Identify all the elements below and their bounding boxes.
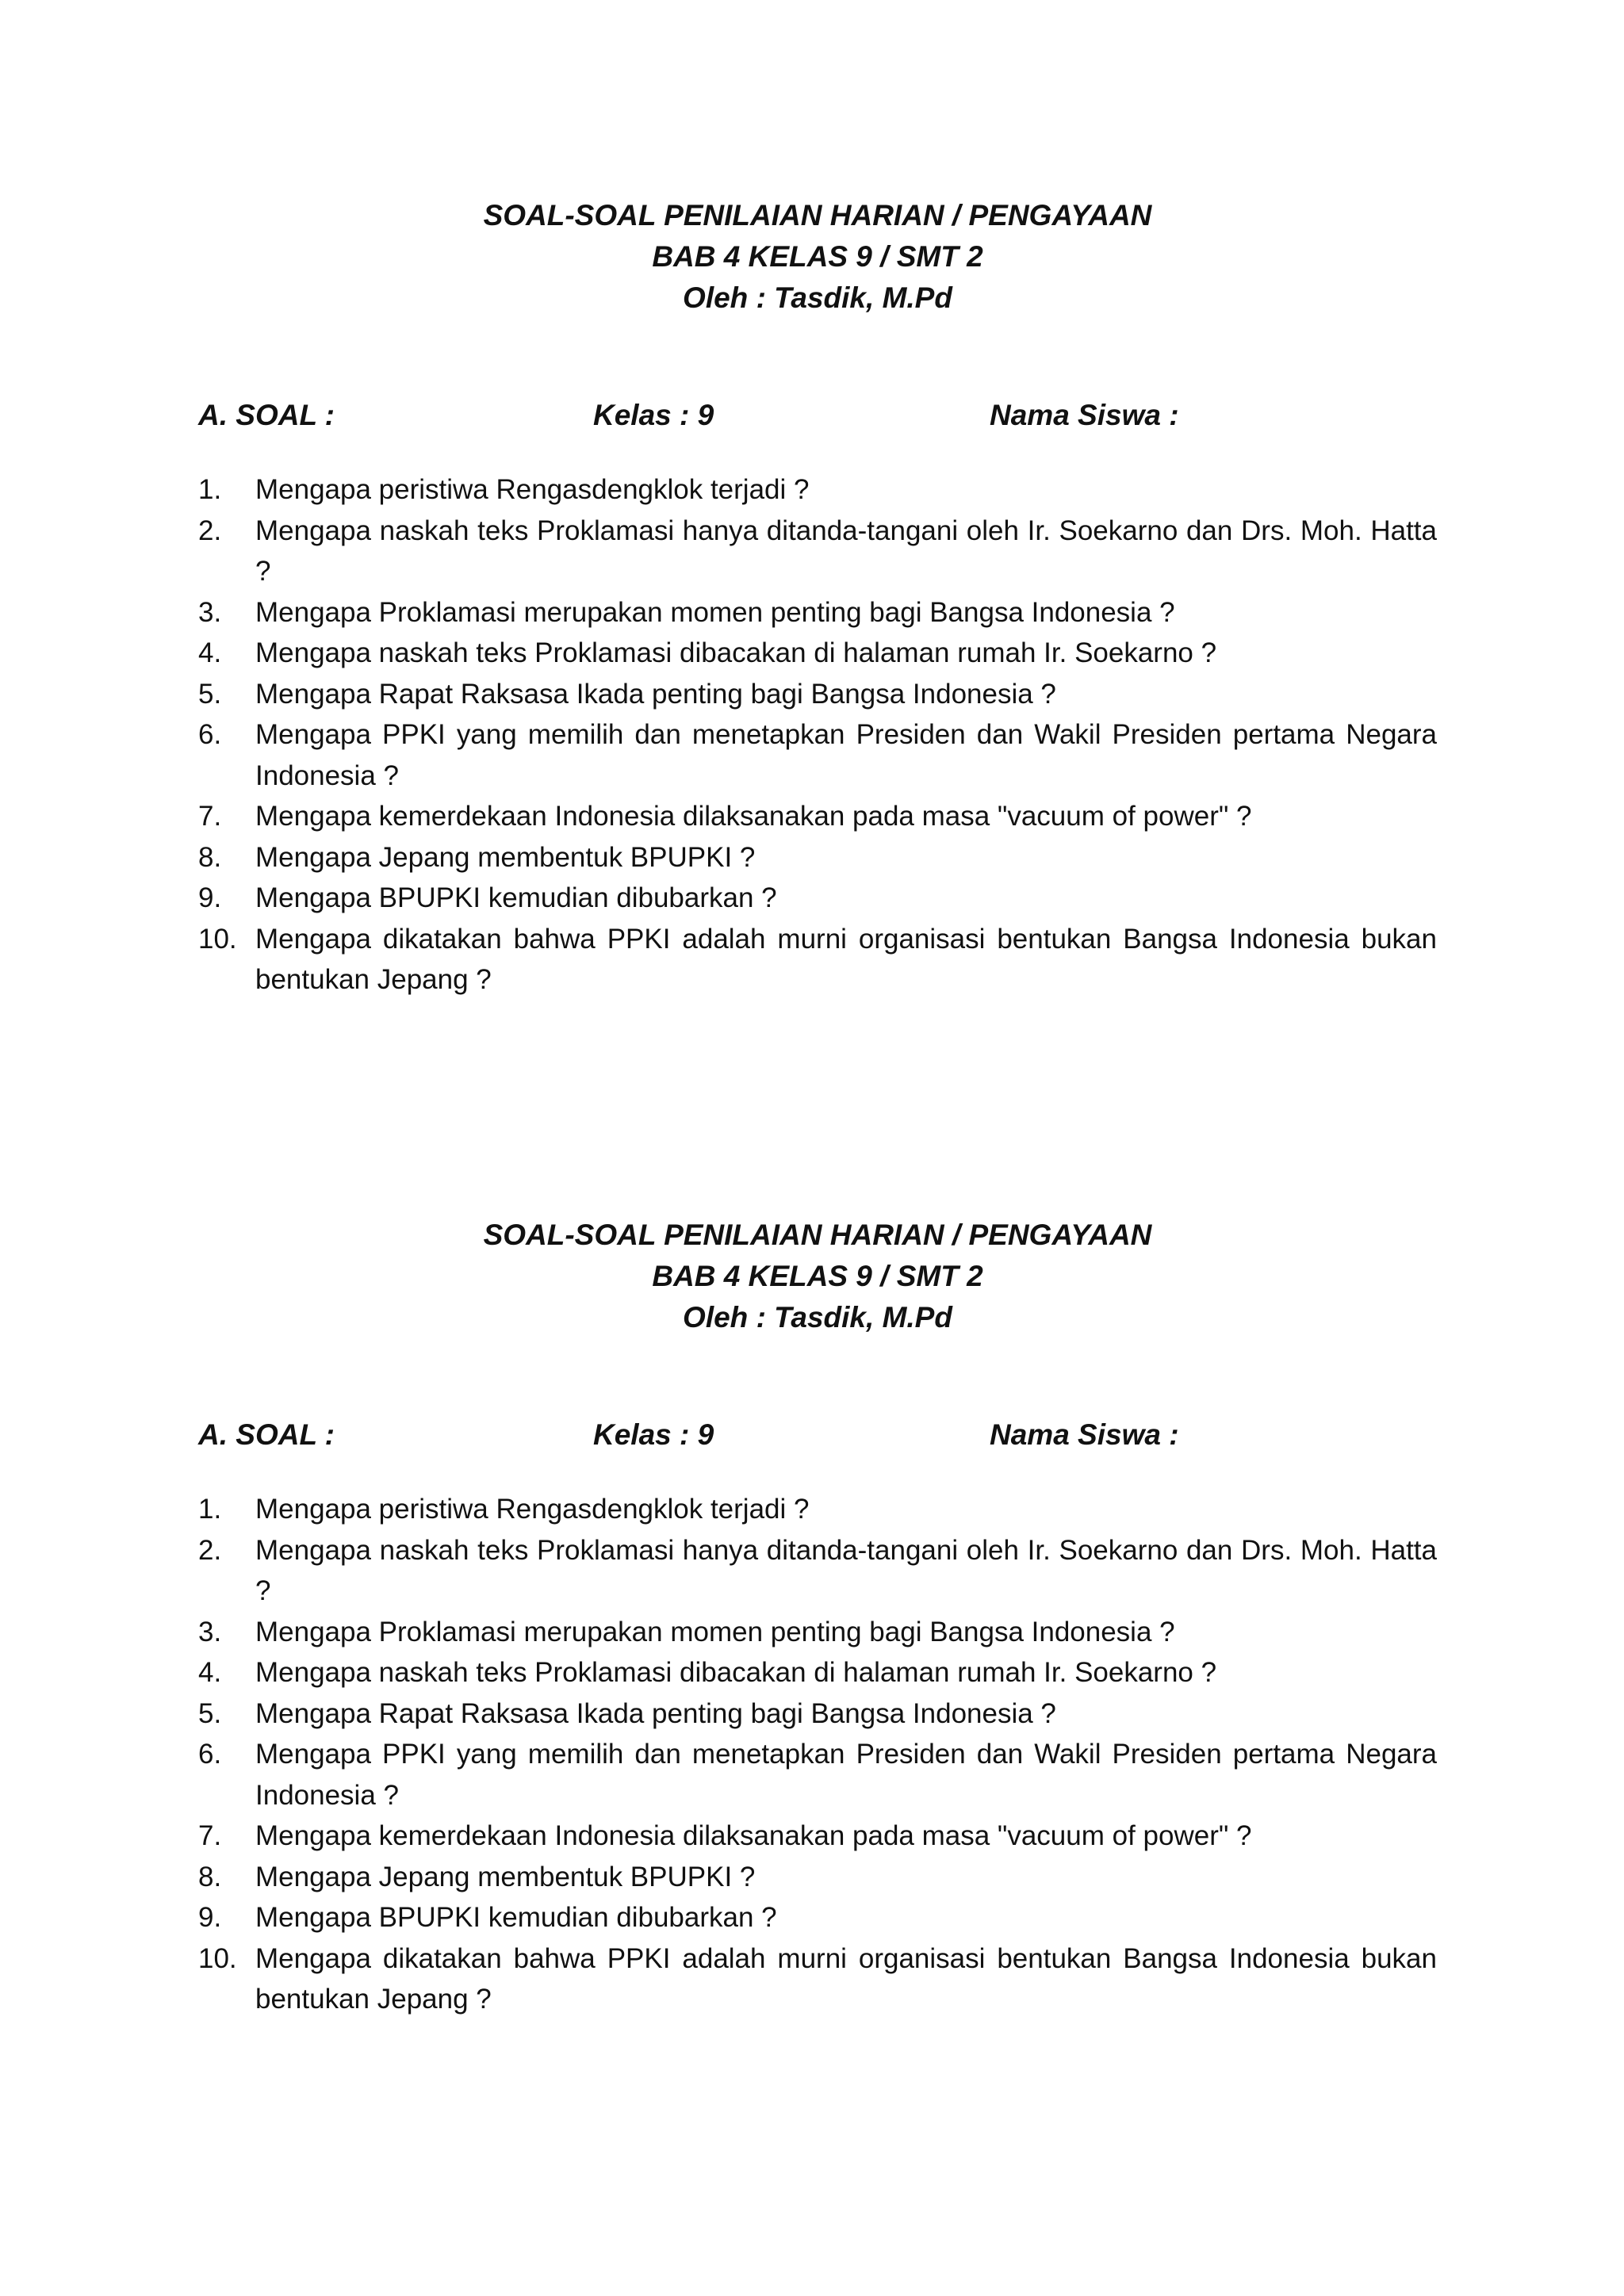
class-label: Kelas : 9	[593, 399, 714, 431]
section-label: A. SOAL :	[198, 399, 335, 431]
question-text: Mengapa dikatakan bahwa PPKI adalah murni organisasi bentukan Bangsa Indonesia bukan bentukan Jepang ?	[255, 1942, 1437, 2015]
question-item	[198, 674, 1437, 715]
author-line: Oleh : Tasdik, M.Pd	[683, 281, 952, 314]
question-item	[198, 1816, 1437, 1857]
question-number: 1.	[198, 1494, 222, 1525]
section-label: A. SOAL :	[198, 1418, 335, 1451]
question-item	[198, 1857, 1437, 1898]
question-text: Mengapa Rapat Raksasa Ikada penting bagi Bangsa Indonesia ?	[255, 678, 1056, 710]
class-label: Kelas : 9	[593, 1418, 714, 1451]
question-number: 5.	[198, 1697, 222, 1729]
question-number: 7.	[198, 1820, 222, 1851]
question-item	[198, 878, 1437, 919]
question-item	[198, 1652, 1437, 1693]
student-name-label: Nama Siswa :	[990, 1418, 1179, 1451]
question-item	[198, 1897, 1437, 1938]
question-text: Mengapa kemerdekaan Indonesia dilaksanakan pada masa "vacuum of power" ?	[255, 1820, 1252, 1851]
question-number: 10.	[198, 923, 237, 955]
question-text: Mengapa PPKI yang memilih dan menetapkan Presiden dan Wakil Presiden pertama Negara Indonesia ?	[255, 719, 1437, 791]
question-number: 4.	[198, 637, 222, 668]
question-number: 9.	[198, 1902, 222, 1933]
worksheet-section-1	[198, 195, 1437, 1001]
question-number: 2.	[198, 1534, 222, 1566]
question-text: Mengapa naskah teks Proklamasi dibacakan di halaman rumah Ir. Soekarno ?	[255, 637, 1217, 668]
title-line-2: BAB 4 KELAS 9 / SMT 2	[652, 240, 983, 273]
worksheet-meta-row	[198, 1414, 1437, 1456]
question-item	[198, 837, 1437, 878]
question-number: 3.	[198, 596, 222, 628]
question-number: 6.	[198, 719, 222, 750]
title-line-1: SOAL-SOAL PENILAIAN HARIAN / PENGAYAAN	[483, 199, 1152, 232]
question-list	[198, 1489, 1437, 2020]
question-item	[198, 919, 1437, 1001]
title-line-2: BAB 4 KELAS 9 / SMT 2	[652, 1260, 983, 1292]
question-item	[198, 1530, 1437, 1612]
question-number: 7.	[198, 801, 222, 832]
question-item	[198, 1938, 1437, 2020]
question-text: Mengapa kemerdekaan Indonesia dilaksanakan pada masa "vacuum of power" ?	[255, 801, 1252, 832]
question-number: 8.	[198, 1861, 222, 1892]
question-item	[198, 633, 1437, 674]
question-text: Mengapa dikatakan bahwa PPKI adalah murni organisasi bentukan Bangsa Indonesia bukan bentukan Jepang ?	[255, 923, 1437, 995]
worksheet-section-2	[198, 1215, 1437, 2020]
question-text: Mengapa naskah teks Proklamasi dibacakan di halaman rumah Ir. Soekarno ?	[255, 1657, 1217, 1688]
question-text: Mengapa naskah teks Proklamasi hanya ditanda-tangani oleh Ir. Soekarno dan Drs. Moh. Hatta ?	[255, 515, 1437, 587]
question-text: Mengapa naskah teks Proklamasi hanya ditanda-tangani oleh Ir. Soekarno dan Drs. Moh. Hatta ?	[255, 1534, 1437, 1606]
question-number: 8.	[198, 841, 222, 873]
question-text: Mengapa Proklamasi merupakan momen penting bagi Bangsa Indonesia ?	[255, 1616, 1175, 1647]
question-number: 5.	[198, 678, 222, 710]
question-number: 3.	[198, 1616, 222, 1647]
worksheet-header	[198, 1215, 1437, 1338]
question-text: Mengapa Jepang membentuk BPUPKI ?	[255, 1861, 756, 1892]
question-item	[198, 1489, 1437, 1530]
question-number: 10.	[198, 1942, 237, 1974]
question-text: Mengapa BPUPKI kemudian dibubarkan ?	[255, 1902, 777, 1933]
question-item	[198, 1693, 1437, 1735]
worksheet-meta-row	[198, 395, 1437, 436]
student-name-label: Nama Siswa :	[990, 399, 1179, 431]
question-number: 1.	[198, 474, 222, 505]
question-item	[198, 1612, 1437, 1653]
question-item	[198, 714, 1437, 796]
title-line-1: SOAL-SOAL PENILAIAN HARIAN / PENGAYAAN	[483, 1219, 1152, 1251]
question-number: 9.	[198, 882, 222, 913]
question-text: Mengapa BPUPKI kemudian dibubarkan ?	[255, 882, 777, 913]
question-number: 4.	[198, 1657, 222, 1688]
question-item	[198, 592, 1437, 633]
question-text: Mengapa Proklamasi merupakan momen penting bagi Bangsa Indonesia ?	[255, 596, 1175, 628]
question-item	[198, 469, 1437, 511]
worksheet-header	[198, 195, 1437, 319]
question-list	[198, 469, 1437, 1001]
question-item	[198, 1734, 1437, 1816]
question-item	[198, 511, 1437, 592]
author-line: Oleh : Tasdik, M.Pd	[683, 1301, 952, 1334]
question-number: 6.	[198, 1739, 222, 1770]
question-text: Mengapa peristiwa Rengasdengklok terjadi ?	[255, 1494, 810, 1525]
question-text: Mengapa Rapat Raksasa Ikada penting bagi Bangsa Indonesia ?	[255, 1697, 1056, 1729]
question-text: Mengapa Jepang membentuk BPUPKI ?	[255, 841, 756, 873]
question-item	[198, 796, 1437, 837]
question-text: Mengapa peristiwa Rengasdengklok terjadi ?	[255, 474, 810, 505]
question-text: Mengapa PPKI yang memilih dan menetapkan Presiden dan Wakil Presiden pertama Negara Indonesia ?	[255, 1739, 1437, 1811]
question-number: 2.	[198, 515, 222, 546]
